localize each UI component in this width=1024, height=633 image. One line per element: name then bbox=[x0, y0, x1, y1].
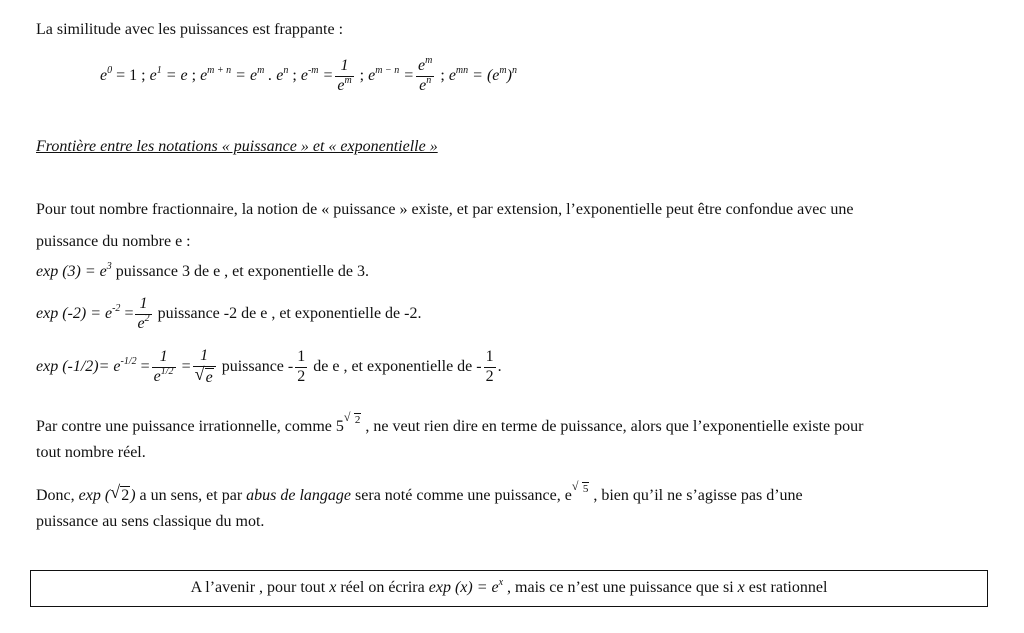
formula-e1: $e^1 = e$ bbox=[149, 64, 188, 84]
paragraph-1-line-1: Pour tout nombre fractionnaire, la notion de « puissance » existe, et par extension, l’exponentielle peut être confondue avec une bbox=[36, 201, 854, 218]
fraction-half-2: $\frac{1}{2}$ bbox=[485, 348, 494, 385]
fraction-1-over-sqrt-e: 1 √ e bbox=[193, 348, 216, 387]
paragraph-2-line-1: Par contre une puissance irrationnelle, comme 5 √ 2 , ne veut rien dire en terme de puissance, alors que l’exponentielle existe pour bbox=[36, 410, 864, 435]
sqrt-2: √ 2 bbox=[110, 482, 130, 504]
intro-text: La similitude avec les puissances est frappante : bbox=[36, 21, 344, 38]
section-title: Frontière entre les notations « puissance » et « exponentielle » bbox=[36, 138, 438, 155]
fraction-em-over-en: $\frac{e^m}{e^n}$ bbox=[418, 55, 433, 94]
example-exp-minus-2: $\exp (-2) = e^{-2}$ = $\frac{1}{e^2}$ puissance -2 de e , et exponentielle de -2. bbox=[36, 295, 422, 332]
sqrt-e: √ e bbox=[194, 363, 213, 386]
fraction-1-over-e-half: $\frac{1}{e^{1/2}}$ bbox=[153, 348, 174, 385]
formula-e0: $e^0$ bbox=[100, 64, 113, 84]
paragraph-3-line-1: Donc, exp ( √ 2) a un sens, et par abus de langage sera noté comme une puissance, e √ 5 , bien qu’il ne s’agisse pas d’une bbox=[36, 479, 803, 504]
formula-sum: $e^{m + n} = e^m$ . $e^n$ bbox=[200, 64, 289, 84]
sqrt-5-exponent: √ 5 bbox=[571, 479, 589, 495]
example-exp-minus-half: $\exp (-1/2)= e^{-1/2}$ = $\frac{1}{e^{1/2}}$ = 1 √ e puissance - $\frac{1}{2}$ de e , et exponentielle de - $\frac{1}{2}$ . bbox=[36, 347, 502, 386]
paragraph-1-line-2: puissance du nombre e : bbox=[36, 233, 191, 250]
formula-neg: $e^{-m}$ = $\frac{1}{e^m}$ bbox=[300, 57, 352, 94]
formula-diff: $e^{m - n}$ = $\frac{e^m}{e^n}$ bbox=[368, 55, 433, 94]
paragraph-2-line-2: tout nombre réel. bbox=[36, 444, 146, 461]
fraction-1-over-em: $\frac{1}{e^m}$ bbox=[337, 57, 352, 94]
fraction-1-over-e2: $\frac{1}{e^2}$ bbox=[137, 295, 150, 332]
example-exp-3: $\exp (3) = e^3$ puissance 3 de e , et exponentielle de 3. bbox=[36, 261, 370, 280]
boxed-conclusion: A l’avenir , pour tout x réel on écrira $\exp (x) = e^x$ , mais ce n’est une puissance que si x est rationnel bbox=[30, 570, 988, 607]
fraction-half-1: $\frac{1}{2}$ bbox=[297, 348, 306, 385]
formula-line: $e^0 = 1$ ; $e^1 = e$ ; $e^{m + n} = e^m$ . $e^n$ ; $e^{-m}$ = $\frac{1}{e^m}$ ; $e^{m - n}$ = $\frac{e^m}{e^n}$ ; $e^{mn} = (e^m)^n$ bbox=[100, 55, 517, 94]
sqrt-2-exponent: √ 2 bbox=[343, 410, 361, 426]
formula-product: $e^{mn} = (e^m)^n$ bbox=[448, 64, 517, 84]
paragraph-3-line-2: puissance au sens classique du mot. bbox=[36, 513, 265, 530]
